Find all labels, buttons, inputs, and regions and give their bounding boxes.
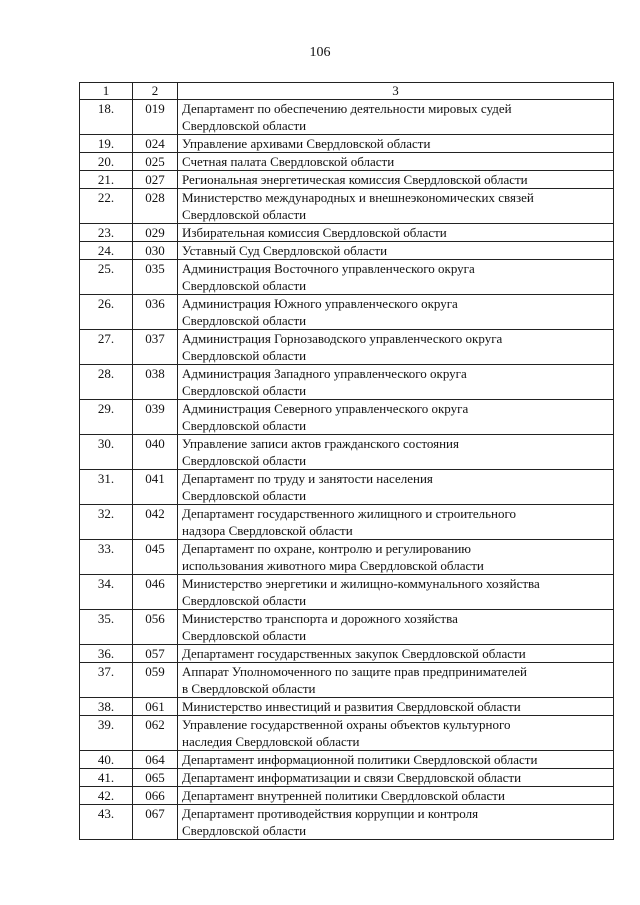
row-number: 32. <box>80 505 133 540</box>
table-row <box>80 400 614 435</box>
row-number: 18. <box>80 100 133 135</box>
organization-name-line: Управление государственной охраны объектов культурного <box>182 717 511 732</box>
organization-name-line: Департамент по охране, контролю и регулированию <box>182 541 472 556</box>
row-code: 046 <box>133 575 178 610</box>
organization-name-line: Свердловской области <box>182 453 307 468</box>
column-header-3: 3 <box>178 83 614 100</box>
row-code: 024 <box>133 135 178 153</box>
table-row <box>80 645 614 663</box>
row-organization-name <box>178 189 614 224</box>
row-organization-name <box>178 435 614 470</box>
row-organization-name <box>178 135 614 153</box>
row-number: 33. <box>80 540 133 575</box>
organization-name-line: Свердловской области <box>182 593 307 608</box>
table-row <box>80 698 614 716</box>
row-code: 038 <box>133 365 178 400</box>
row-code: 040 <box>133 435 178 470</box>
table-row <box>80 435 614 470</box>
table-row <box>80 470 614 505</box>
table-row <box>80 295 614 330</box>
organization-name-line: Департамент информационной политики Свердловской области <box>182 752 538 767</box>
row-code: 061 <box>133 698 178 716</box>
row-number: 19. <box>80 135 133 153</box>
organization-name-line: Администрация Горнозаводского управленческого округа <box>182 331 503 346</box>
organization-name-line: использования животного мира Свердловской области <box>182 558 484 573</box>
organization-name-line: надзора Свердловской области <box>182 523 353 538</box>
row-code: 030 <box>133 242 178 260</box>
row-number: 30. <box>80 435 133 470</box>
organization-name-line: Министерство инвестиций и развития Свердловской области <box>182 699 521 714</box>
organization-name-line: Администрация Западного управленческого округа <box>182 366 467 381</box>
organization-name-line: Департамент информатизации и связи Свердловской области <box>182 770 522 785</box>
row-code: 029 <box>133 224 178 242</box>
row-number: 29. <box>80 400 133 435</box>
table-row <box>80 716 614 751</box>
row-code: 062 <box>133 716 178 751</box>
organization-name-line: наследия Свердловской области <box>182 734 360 749</box>
row-organization-name <box>178 698 614 716</box>
organization-name-line: Министерство транспорта и дорожного хозяйства <box>182 611 458 626</box>
row-number: 42. <box>80 787 133 805</box>
row-organization-name <box>178 295 614 330</box>
row-organization-name <box>178 330 614 365</box>
row-organization-name <box>178 805 614 840</box>
row-organization-name <box>178 787 614 805</box>
row-code: 025 <box>133 153 178 171</box>
row-number: 22. <box>80 189 133 224</box>
row-organization-name <box>178 716 614 751</box>
row-code: 039 <box>133 400 178 435</box>
row-organization-name <box>178 610 614 645</box>
row-number: 21. <box>80 171 133 189</box>
row-code: 057 <box>133 645 178 663</box>
row-number: 40. <box>80 751 133 769</box>
table-row <box>80 610 614 645</box>
row-number: 36. <box>80 645 133 663</box>
row-organization-name <box>178 224 614 242</box>
table-row <box>80 365 614 400</box>
row-organization-name <box>178 769 614 787</box>
row-code: 027 <box>133 171 178 189</box>
table-row <box>80 171 614 189</box>
row-number: 20. <box>80 153 133 171</box>
column-header-1: 1 <box>80 83 133 100</box>
row-number: 34. <box>80 575 133 610</box>
organization-name-line: Свердловской области <box>182 118 307 133</box>
row-code: 067 <box>133 805 178 840</box>
organization-name-line: Аппарат Уполномоченного по защите прав предпринимателей <box>182 664 527 679</box>
row-organization-name <box>178 260 614 295</box>
row-number: 31. <box>80 470 133 505</box>
row-organization-name <box>178 505 614 540</box>
row-number: 38. <box>80 698 133 716</box>
table-row <box>80 663 614 698</box>
row-organization-name <box>178 242 614 260</box>
row-number: 26. <box>80 295 133 330</box>
row-number: 28. <box>80 365 133 400</box>
row-number: 24. <box>80 242 133 260</box>
row-number: 41. <box>80 769 133 787</box>
header-row <box>80 83 614 100</box>
organization-name-line: Администрация Восточного управленческого округа <box>182 261 475 276</box>
row-organization-name <box>178 751 614 769</box>
table-body <box>80 100 614 840</box>
table-row <box>80 751 614 769</box>
organization-name-line: Свердловской области <box>182 628 307 643</box>
organization-name-line: в Свердловской области <box>182 681 316 696</box>
organization-name-line: Департамент внутренней политики Свердловской области <box>182 788 505 803</box>
row-number: 43. <box>80 805 133 840</box>
organization-name-line: Уставный Суд Свердловской области <box>182 243 388 258</box>
row-number: 35. <box>80 610 133 645</box>
row-code: 019 <box>133 100 178 135</box>
row-organization-name <box>178 663 614 698</box>
table-row <box>80 260 614 295</box>
organization-name-line: Свердловской области <box>182 383 307 398</box>
table-row <box>80 787 614 805</box>
row-code: 045 <box>133 540 178 575</box>
table-row <box>80 769 614 787</box>
organization-name-line: Управление архивами Свердловской области <box>182 136 431 151</box>
organization-name-line: Избирательная комиссия Свердловской области <box>182 225 447 240</box>
row-code: 037 <box>133 330 178 365</box>
table-row <box>80 575 614 610</box>
organization-name-line: Свердловской области <box>182 278 307 293</box>
table-row <box>80 330 614 365</box>
row-code: 064 <box>133 751 178 769</box>
organization-name-line: Администрация Северного управленческого округа <box>182 401 469 416</box>
row-organization-name <box>178 470 614 505</box>
organization-name-line: Свердловской области <box>182 488 307 503</box>
row-code: 056 <box>133 610 178 645</box>
row-organization-name <box>178 100 614 135</box>
row-code: 059 <box>133 663 178 698</box>
organization-name-line: Департамент государственного жилищного и строительного <box>182 506 517 521</box>
organization-name-line: Управление записи актов гражданского состояния <box>182 436 459 451</box>
row-number: 39. <box>80 716 133 751</box>
organization-name-line: Министерство энергетики и жилищно-коммунального хозяйства <box>182 576 540 591</box>
table-row <box>80 100 614 135</box>
organization-name-line: Департамент по обеспечению деятельности мировых судей <box>182 101 512 116</box>
organization-name-line: Администрация Южного управленческого округа <box>182 296 458 311</box>
table-row <box>80 540 614 575</box>
registry-table <box>79 82 614 840</box>
organization-name-line: Департамент государственных закупок Свердловской области <box>182 646 526 661</box>
row-code: 042 <box>133 505 178 540</box>
organization-name-line: Свердловской области <box>182 313 307 328</box>
row-number: 23. <box>80 224 133 242</box>
row-organization-name <box>178 171 614 189</box>
table-row <box>80 189 614 224</box>
organization-name-line: Региональная энергетическая комиссия Свердловской области <box>182 172 528 187</box>
row-code: 035 <box>133 260 178 295</box>
row-organization-name <box>178 153 614 171</box>
row-number: 37. <box>80 663 133 698</box>
table-row <box>80 224 614 242</box>
organization-name-line: Департамент по труду и занятости населения <box>182 471 433 486</box>
row-organization-name <box>178 575 614 610</box>
organization-name-line: Свердловской области <box>182 348 307 363</box>
table-row <box>80 505 614 540</box>
row-organization-name <box>178 400 614 435</box>
row-organization-name <box>178 365 614 400</box>
organization-name-line: Департамент противодействия коррупции и контроля <box>182 806 479 821</box>
row-code: 036 <box>133 295 178 330</box>
row-code: 066 <box>133 787 178 805</box>
row-number: 25. <box>80 260 133 295</box>
page-number: 106 <box>309 45 331 60</box>
column-header-2: 2 <box>133 83 178 100</box>
table-row <box>80 242 614 260</box>
row-organization-name <box>178 645 614 663</box>
organization-name-line: Свердловской области <box>182 823 307 838</box>
row-number: 27. <box>80 330 133 365</box>
table-row <box>80 805 614 840</box>
organization-name-line: Свердловской области <box>182 207 307 222</box>
organization-name-line: Министерство международных и внешнеэкономических связей <box>182 190 534 205</box>
row-code: 065 <box>133 769 178 787</box>
organization-name-line: Счетная палата Свердловской области <box>182 154 395 169</box>
table-row <box>80 153 614 171</box>
table-row <box>80 135 614 153</box>
row-organization-name <box>178 540 614 575</box>
organization-name-line: Свердловской области <box>182 418 307 433</box>
row-code: 028 <box>133 189 178 224</box>
row-code: 041 <box>133 470 178 505</box>
